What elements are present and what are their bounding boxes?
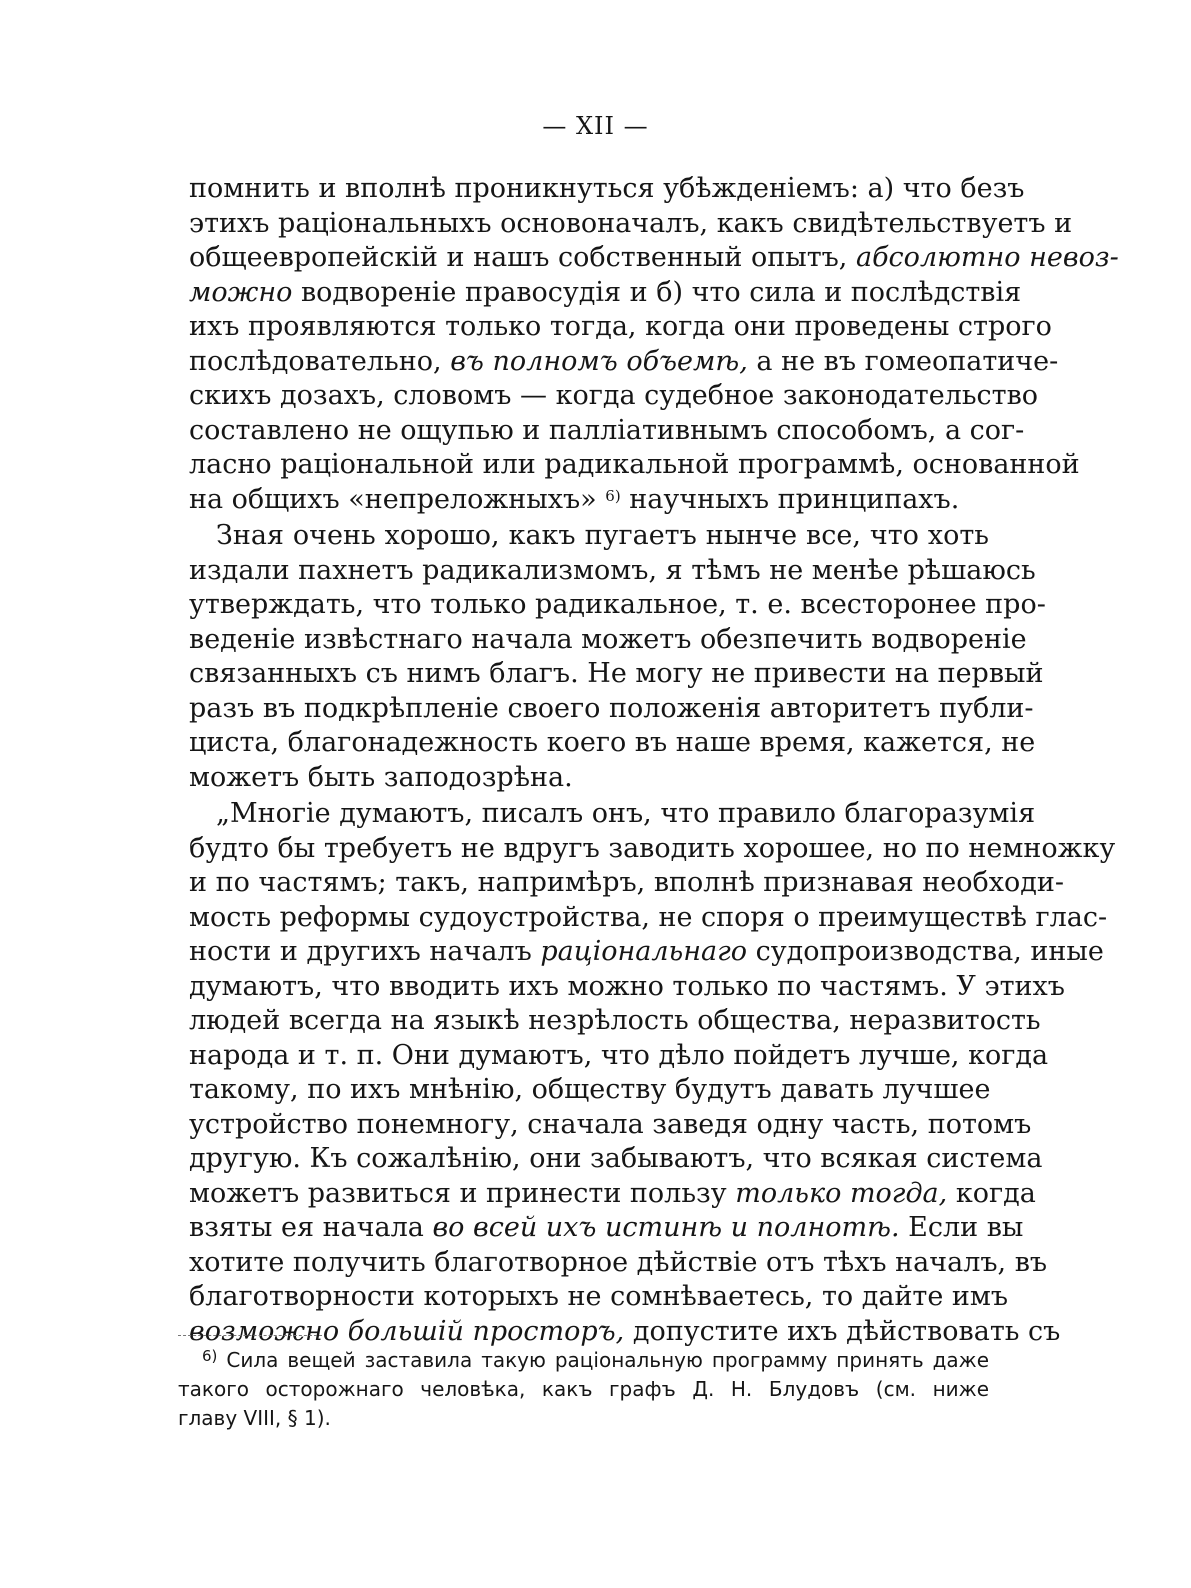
italic-phrase: возможно большій просторъ, <box>189 1315 625 1347</box>
text-line: этихъ раціональныхъ основоначалъ, какъ свидѣтельствуетъ и <box>189 207 1073 239</box>
text-line: возможно большій просторъ, допустите ихъ дѣйствовать съ <box>189 1315 1061 1347</box>
text-line: взяты ея начала во всей ихъ истинѣ и полнотѣ. Если вы <box>189 1212 1024 1243</box>
text-line: благотворности которыхъ не сомнѣваетесь, то дайте имъ <box>189 1281 1009 1312</box>
text-line: другую. Къ сожалѣнію, они забываютъ, что всякая система <box>189 1143 1043 1174</box>
text-line: „Многіе думаютъ, писалъ онъ, что правило благоразумія <box>216 798 1036 829</box>
text-line: думаютъ, что вводить ихъ можно только по частямъ. У этихъ <box>189 970 1065 1002</box>
text-line: составлено не ощупью и палліативнымъ способомъ, а сог- <box>189 414 1025 446</box>
footnotes <box>178 1346 989 1433</box>
italic-phrase: только тогда, <box>735 1177 948 1209</box>
italic-phrase: въ полномъ объемѣ, <box>450 345 748 377</box>
text-line: разъ въ подкрѣпленіе своего положенія авторитетъ публи- <box>189 692 1034 724</box>
text-line: связанныхъ съ нимъ благъ. Не могу не привести на первый <box>189 658 1044 689</box>
text-line: циста, благонадежность коего въ наше время, кажется, не <box>189 727 1036 758</box>
text-line: веденіе извѣстнаго начала можетъ обезпечить водвореніе <box>189 623 1027 655</box>
paragraph-3 <box>189 797 1116 1349</box>
footnote-ref: 6) <box>605 486 621 505</box>
footnote-number: 6) <box>202 1347 218 1365</box>
footnote-separator <box>178 1335 322 1336</box>
text-line: издали пахнетъ радикализмомъ, я тѣмъ не менѣе рѣшаюсь <box>189 554 1036 586</box>
text-line: Зная очень хорошо, какъ пугаетъ нынче все, что хоть <box>216 520 989 551</box>
text-line: можетъ быть заподозрѣна. <box>189 761 573 793</box>
text-line: народа и т. п. Они думаютъ, что дѣло пойдетъ лучше, когда <box>189 1039 1049 1071</box>
italic-phrase: раціональнаго <box>540 936 748 967</box>
paragraph-2 <box>189 519 1046 795</box>
paragraph-1 <box>189 172 1119 517</box>
text-line: можно водвореніе правосудія и б) что сила и послѣдствія <box>189 276 1022 308</box>
text-line: скихъ дозахъ, словомъ — когда судебное законодательство <box>189 380 1039 411</box>
italic-phrase: можно <box>189 276 293 308</box>
text-line: можетъ развиться и принести пользу только тогда, когда <box>189 1177 1036 1209</box>
page-number-header: — XII — <box>542 112 649 140</box>
text-line: хотите получить благотворное дѣйствіе отъ тѣхъ началъ, въ <box>189 1246 1048 1278</box>
footnote-line: $^{6)}$ Сила вещей заставила такую раціональную программу принять даже <box>202 1347 989 1372</box>
text-line: ихъ проявляются только тогда, когда они проведены строго <box>189 311 1052 342</box>
text-line: такому, по ихъ мнѣнію, обществу будутъ давать лучшее <box>189 1074 991 1105</box>
footnote-line: главу VIII, § 1). <box>178 1406 331 1430</box>
text-line: послѣдовательно, въ полномъ объемѣ, а не въ гомеопатиче- <box>189 345 1059 377</box>
text-line: мость реформы судоустройства, не споря о преимуществѣ глас- <box>189 901 1108 933</box>
text-line: ности и другихъ началъ раціональнаго судопроизводства, иные <box>189 936 1104 967</box>
text-line: ласно раціональной или радикальной программѣ, основанной <box>189 449 1080 480</box>
main-text <box>189 172 1119 1351</box>
italic-phrase: абсолютно невоз- <box>855 242 1119 273</box>
text-line: людей всегда на языкѣ незрѣлость общества, неразвитость <box>189 1005 1041 1036</box>
text-line: и по частямъ; такъ, напримѣръ, вполнѣ признавая необходи- <box>189 867 1065 898</box>
text-line: общеевропейскій и нашъ собственный опытъ, абсолютно невоз- <box>189 242 1119 273</box>
footnote-line: такого осторожнаго человѣка, какъ графъ Д. Н. Блудовъ (см. ниже <box>178 1377 989 1401</box>
text-line: на общихъ «непреложныхъ» $^{6)}$ научныхъ принципахъ. <box>189 483 960 515</box>
text-line: утверждать, что только радикальное, т. е. всесторонее про- <box>189 589 1046 620</box>
italic-phrase: во всей ихъ истинѣ и полнотѣ. <box>432 1212 900 1243</box>
text-line: будто бы требуетъ не вдругъ заводить хорошее, но по немножку <box>189 832 1116 864</box>
text-line: помнить и вполнѣ проникнуться убѣжденіемъ: а) что безъ <box>189 173 1025 204</box>
text-line: устройство понемногу, сначала заведя одну часть, потомъ <box>189 1108 1032 1140</box>
